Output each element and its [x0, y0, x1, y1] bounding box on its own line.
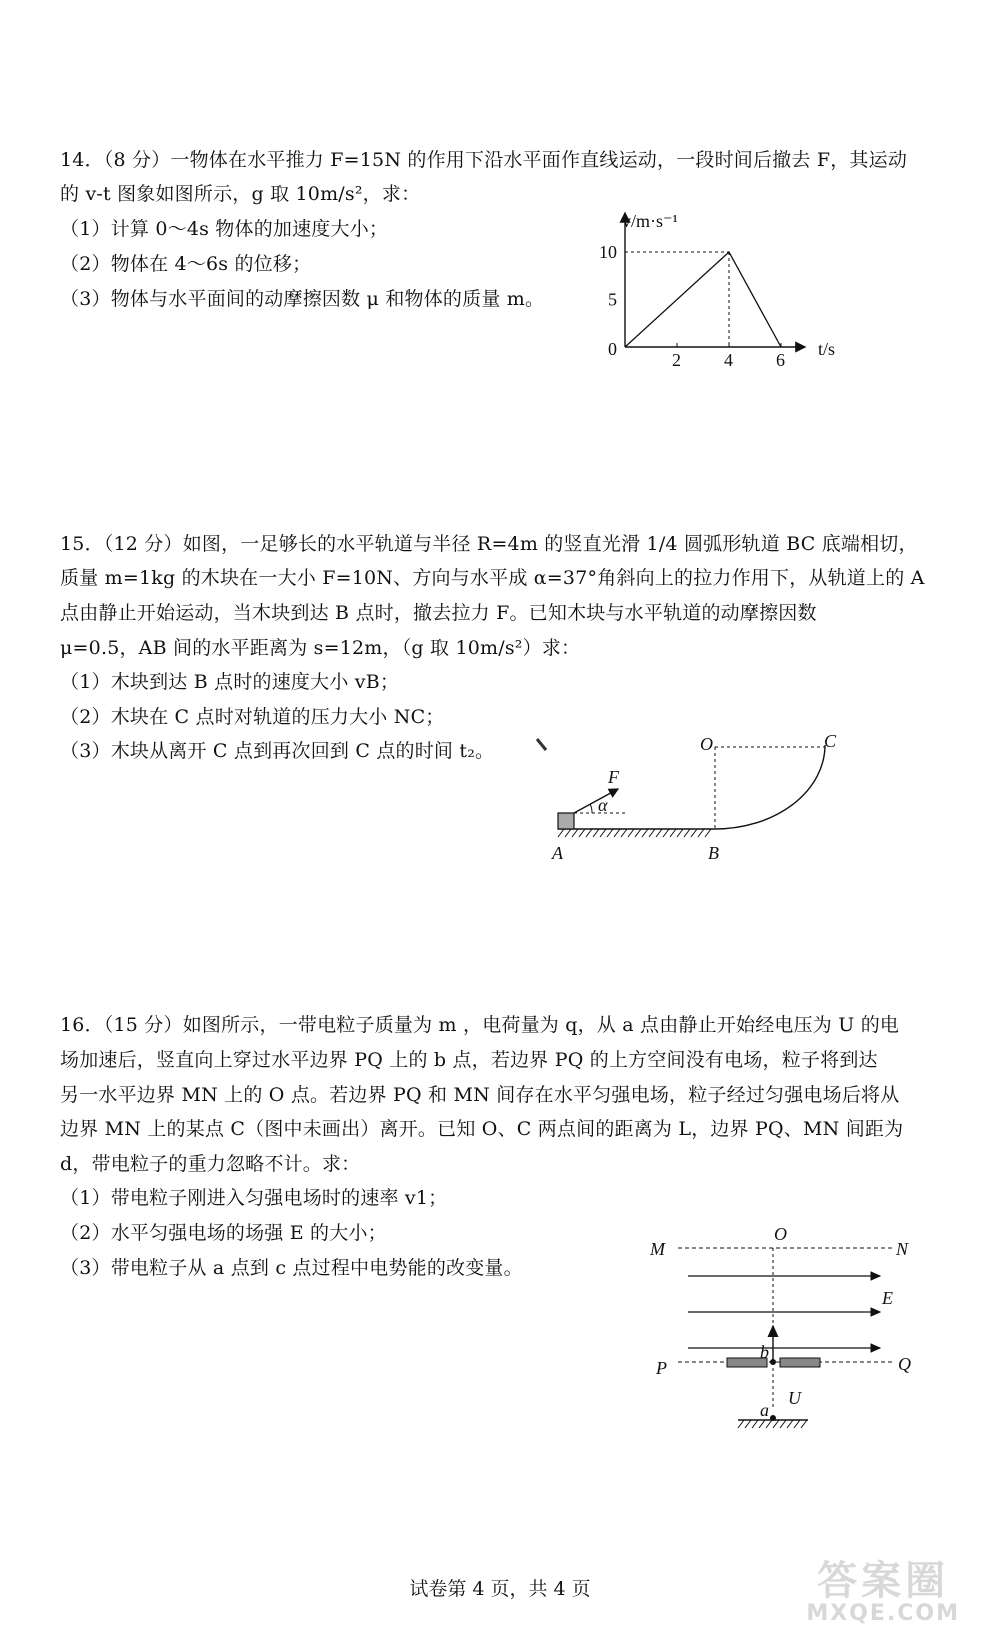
label-e: E: [882, 1288, 893, 1308]
q16-line-1: 16．（15 分）如图所示，一带电粒子质量为 m ，电荷量为 q，从 a 点由静止开始经电压为 U 的电: [60, 1014, 900, 1036]
ground-a-hatch: [738, 1420, 807, 1428]
force-arrow: [574, 789, 618, 813]
q16-line-2: 场加速后，竖直向上穿过水平边界 PQ 上的 b 点，若边界 PQ 的上方空间没有电场，粒子将到达: [60, 1049, 878, 1071]
track-figure: [530, 725, 850, 870]
q15-line-5: （1）木块到达 B 点时的速度大小 vB；: [60, 671, 400, 693]
label-m: M: [650, 1239, 665, 1259]
q16-line-3: 另一水平边界 MN 上的 O 点。若边界 PQ 和 MN 间存在水平匀强电场，粒子经过匀强电场后将从: [60, 1084, 900, 1106]
vt-chart: [590, 205, 850, 370]
q14-line-2: 的 v-t 图象如图所示，g 取 10m/s²，求：: [60, 183, 421, 205]
q16-line-7: （2）水平匀强电场的场强 E 的大小；: [60, 1222, 387, 1244]
label-p: P: [656, 1358, 667, 1378]
label-a2: a: [760, 1400, 769, 1420]
stray-mark: [537, 739, 546, 750]
vt-y-tick-label: 10: [599, 242, 617, 262]
q15-line-7: （3）木块从离开 C 点到再次回到 C 点的时间 t₂。: [60, 740, 495, 762]
vt-series-line: [625, 252, 781, 347]
q16-line-4: 边界 MN 上的某点 C（图中未画出）离开。已知 O、C 两点间的距离为 L，边界 PQ、MN 间距为: [60, 1118, 904, 1140]
page-footer: 试卷第 4 页，共 4 页: [409, 1578, 591, 1600]
q14-line-1: 14．（8 分）一物体在水平推力 F=15N 的作用下沿水平面作直线运动，一段时间后撤去 F，其运动: [60, 149, 908, 171]
track-figure-svg: [530, 725, 850, 870]
q16-line-8: （3）带电粒子从 a 点到 c 点过程中电势能的改变量。: [60, 1257, 523, 1279]
watermark-logo: 答案圈: [817, 1558, 950, 1604]
label-alpha: α: [598, 795, 608, 815]
vt-x-axis-label: t/s: [818, 339, 836, 359]
vt-x-tick-label: 6: [776, 350, 785, 370]
field-figure-svg: [640, 1220, 930, 1450]
vt-x-tick-label: 2: [672, 350, 681, 370]
watermark: [806, 1560, 960, 1626]
q14-line-4: （2）物体在 4～6s 的位移；: [60, 253, 312, 275]
q15-line-4: μ=0.5，AB 间的水平距离为 s=12m，（g 取 10m/s²）求：: [60, 637, 581, 659]
angle-arc: [590, 804, 592, 813]
vt-y-tick-label: 5: [608, 289, 617, 310]
ground-hatch: [558, 829, 711, 837]
q15-line-6: （2）木块在 C 点时对轨道的压力大小 NC；: [60, 706, 445, 728]
label-n: N: [896, 1239, 909, 1259]
q14-line-5: （3）物体与水平面间的动摩擦因数 μ 和物体的质量 m。: [60, 288, 545, 310]
arc-track: [715, 745, 825, 829]
q15-line-2: 质量 m=1kg 的木块在一大小 F=10N、方向与水平成 α=37°角斜向上的拉力作用下，从轨道上的 A: [60, 567, 925, 589]
wooden-block: [558, 813, 574, 829]
label-o2: O: [774, 1224, 787, 1244]
q16-line-6: （1）带电粒子刚进入匀强电场时的速率 v1；: [60, 1187, 448, 1209]
watermark-url: MXQE.COM: [806, 1601, 960, 1626]
vt-x-tick-label: 4: [724, 350, 733, 370]
label-q: Q: [898, 1354, 911, 1374]
q15-line-1: 15．（12 分）如图，一足够长的水平轨道与半径 R=4m 的竖直光滑 1/4 圆弧形轨道 BC 底端相切，: [60, 533, 918, 555]
label-b2: b: [760, 1342, 769, 1362]
label-u: U: [788, 1388, 801, 1408]
label-c: C: [824, 731, 837, 751]
field-figure: [640, 1220, 930, 1450]
vt-y-axis-label: v/m·s⁻¹: [622, 211, 678, 231]
label-f: F: [608, 767, 619, 787]
plate-right: [780, 1358, 820, 1367]
point-b: [770, 1359, 776, 1365]
label-a: A: [552, 843, 563, 863]
vt-chart-svg: [590, 205, 850, 370]
q14-line-3: （1）计算 0～4s 物体的加速度大小；: [60, 218, 389, 240]
label-b: B: [708, 843, 719, 863]
label-o: O: [700, 734, 713, 754]
vt-y-tick-label: 0: [608, 339, 617, 359]
q16-line-5: d，带电粒子的重力忽略不计。求：: [60, 1153, 361, 1175]
q15-line-3: 点由静止开始运动，当木块到达 B 点时，撤去拉力 F。已知木块与水平轨道的动摩擦因数: [60, 602, 817, 624]
